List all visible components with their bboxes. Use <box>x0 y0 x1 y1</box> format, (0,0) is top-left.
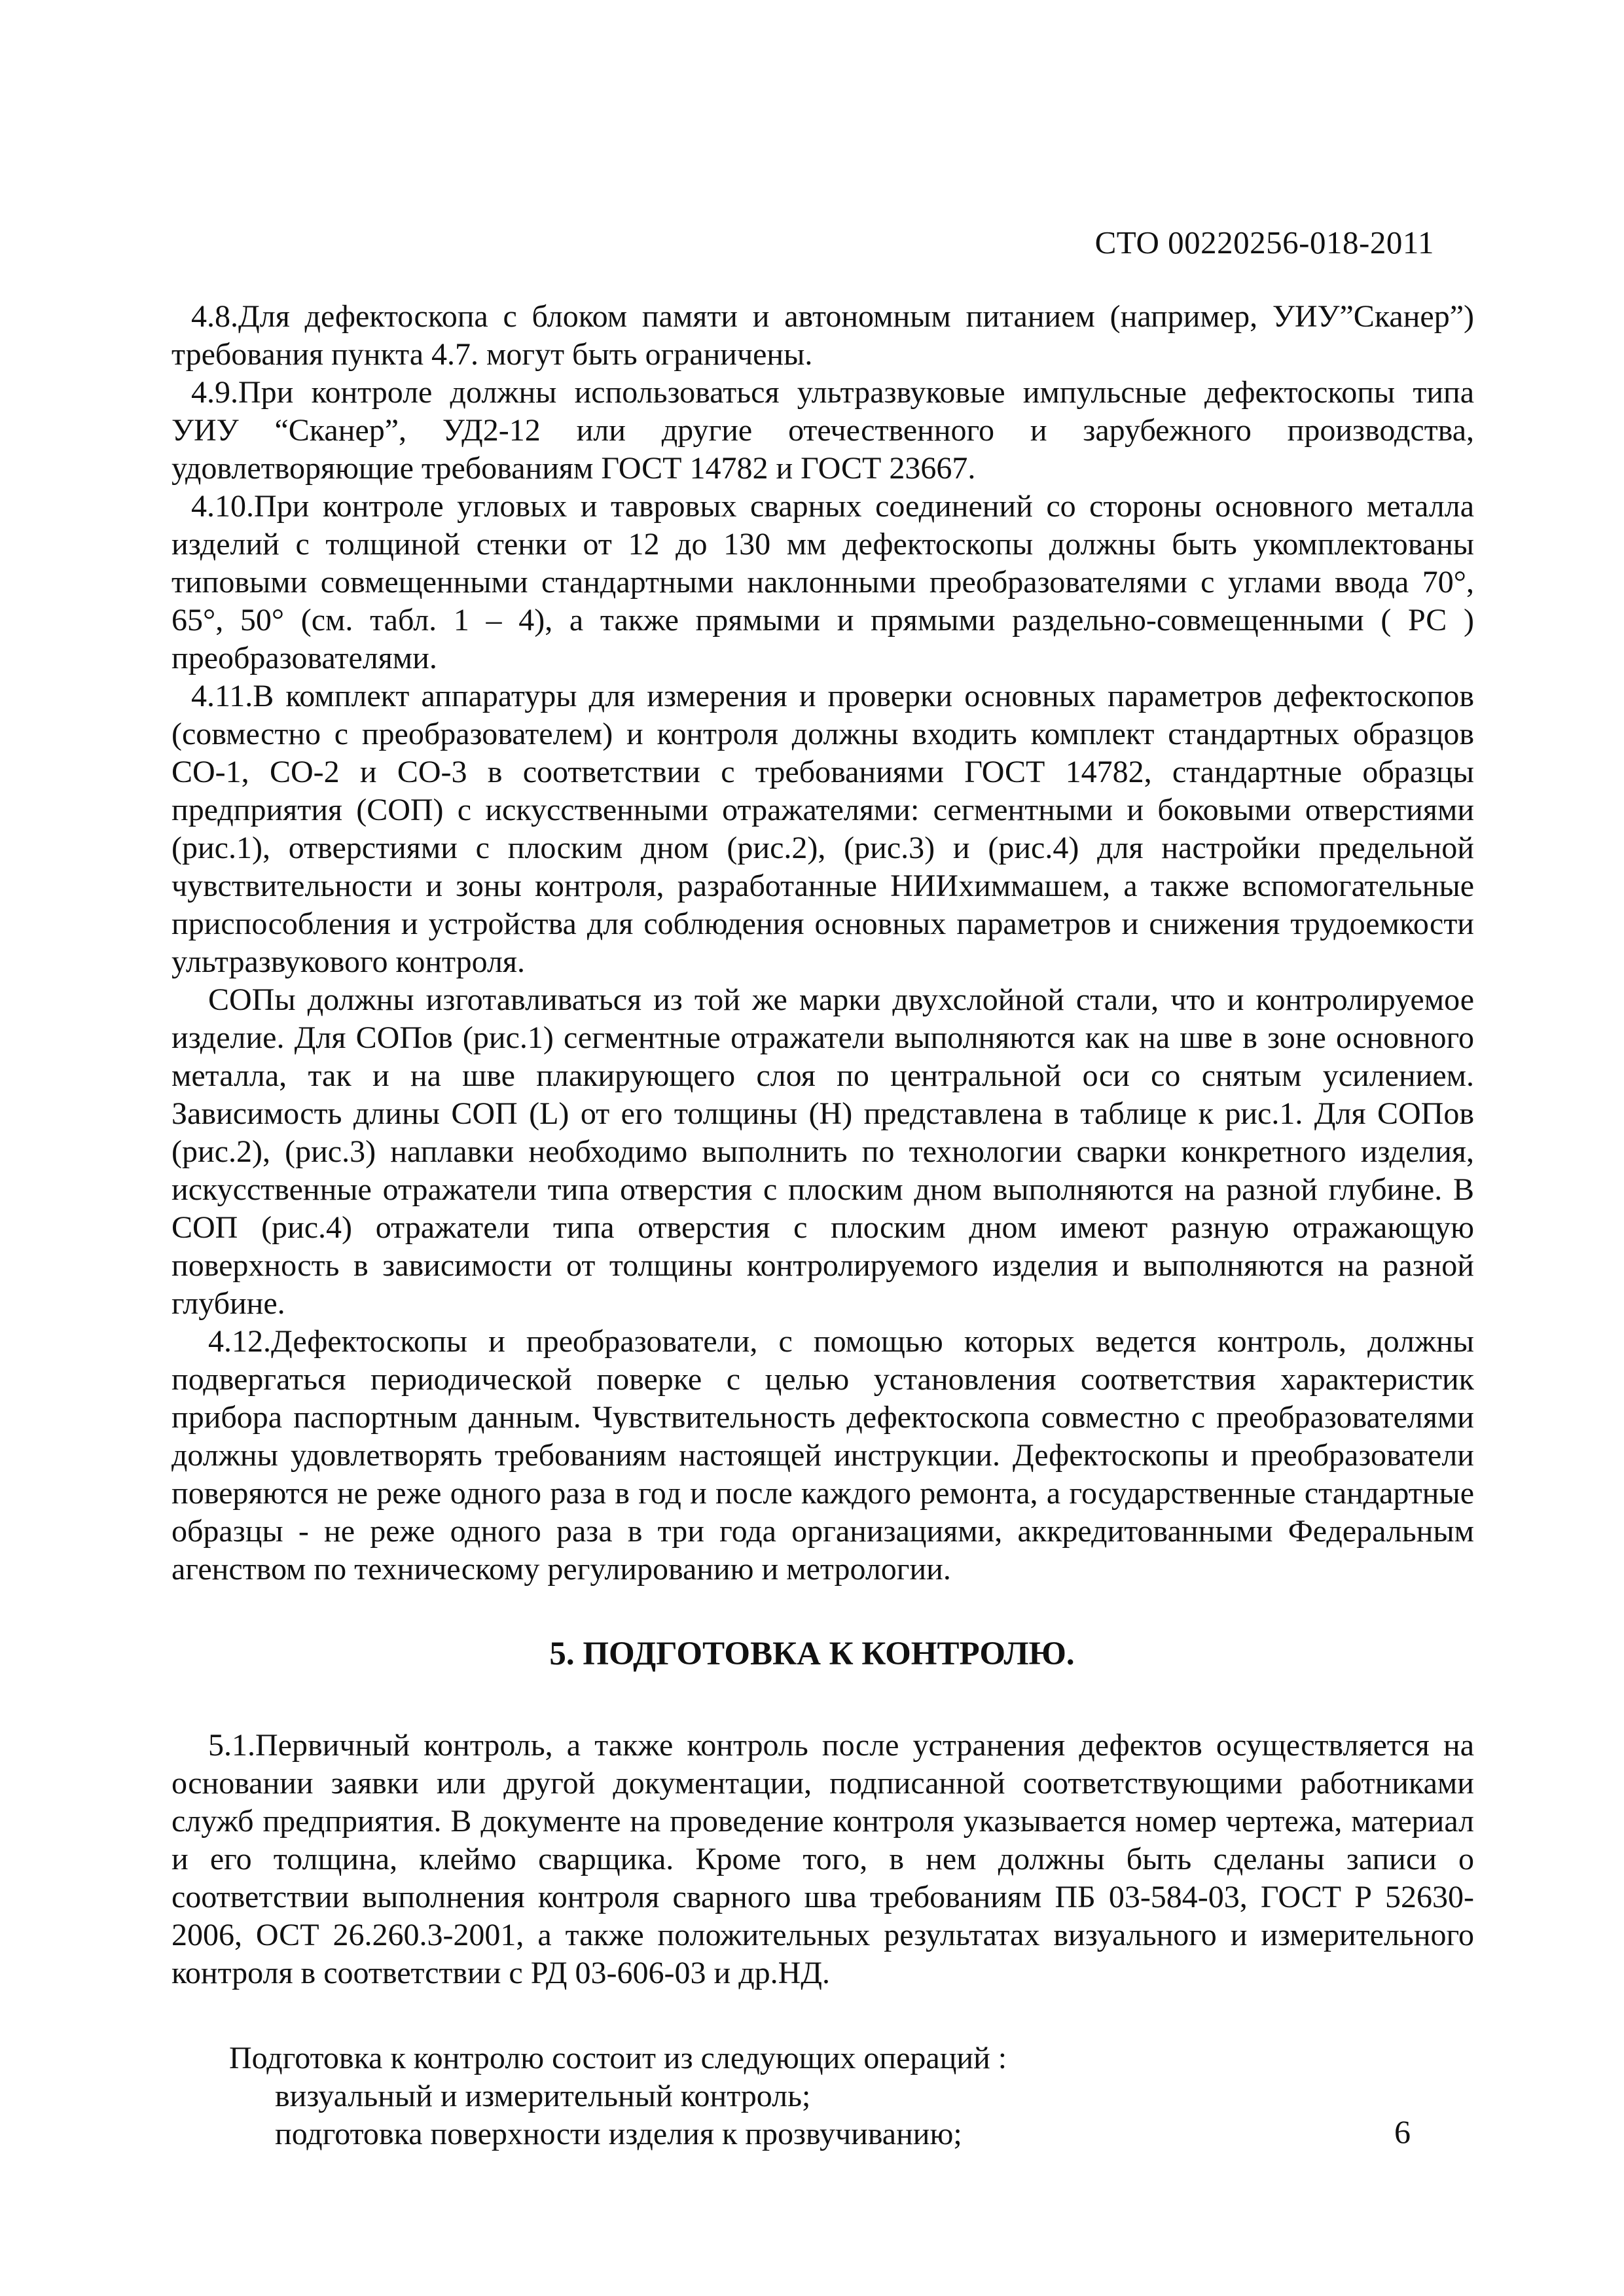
list-item: визуальный и измерительный контроль; <box>275 2079 811 2113</box>
section-4-body <box>171 298 1474 1588</box>
paragraph-sop: СОПы должны изготавливаться из той же марки двухслойной стали, что и контролируемое изделие. Для СОПов (рис.1) сегментные отражатели выполняются как на шве в зоне основного металла, так и на шве плакирующего слоя по центральной оси со снятым усилением. Зависимость длины СОП (L) от его толщины (Н) представлена в таблице к рис.1. Для СОПов (рис.2), (рис.3) наплавки необходимо выполнить по технологии сварки конкретного изделия, искусственные отражатели типа отверстия с плоским дном выполняются на разной глубине. В СОП (рис.4) отражатели типа отверстия с плоским дном имеют разную отражающую поверхность в зависимости от толщины контролируемого изделия и выполняются на разной глубине. <box>171 982 1474 1321</box>
section-5-title: 5. ПОДГОТОВКА К КОНТРОЛЮ. <box>549 1636 1075 1672</box>
preparation-list <box>275 2077 1388 2153</box>
preparation-intro: Подготовка к контролю состоит из следующих операций : <box>229 2041 1007 2075</box>
paragraph-4-10: 4.10.При контроле угловых и тавровых сварных соединений со стороны основного металла изделий с толщиной стенки от 12 до 130 мм дефектоскопы должны быть укомплектованы типовыми совмещенными стандартными наклонными преобразователями с углами ввода 70°, 65°, 50° (см. табл. 1 – 4), а также прямыми и прямыми раздельно-совмещенными ( РС ) преобразователями. <box>171 489 1474 675</box>
paragraph-4-9: 4.9.При контроле должны использоваться ультразвуковые импульсные дефектоскопы типа УИУ “Сканер”, УД2-12 или другие отечественного и зарубежного производства, удовлетворяющие требованиям ГОСТ 14782 и ГОСТ 23667. <box>171 375 1474 486</box>
paragraph-4-11: 4.11.В комплект аппаратуры для измерения и проверки основных параметров дефектоскопов (совместно с преобразователем) и контроля должны входить комплект стандартных образцов СО-1, СО-2 и СО-3 в соответствии с требованиями ГОСТ 14782, стандартные образцы предприятия (СОП) с искусственными отражателями: сегментными и боковыми отверстиями (рис.1), отверстиями с плоским дном (рис.2), (рис.3) и (рис.4) для настройки предельной чувствительности и зоны контроля, разработанные НИИхиммашем, а также вспомогательные приспособления и устройства для соблюдения основных параметров и снижения трудоемкости ультразвукового контроля. <box>171 679 1474 979</box>
document-code: СТО 00220256-018-2011 <box>1094 224 1434 260</box>
section-5-body <box>171 1727 1474 1992</box>
paragraph-4-12: 4.12.Дефектоскопы и преобразователи, с помощью которых ведется контроль, должны подвергаться периодической поверке с целью установления соответствия характеристик прибора паспортным данным. Чувствительность дефектоскопа совместно с преобразователями должны удовлетворять требованиям настоящей инструкции. Дефектоскопы и преобразователи поверяются не реже одного раза в год и после каждого ремонта, а государственные стандартные образцы - не реже одного раза в три года организациями, аккредитованными Федеральным агенством по техническому регулированию и метрологии. <box>171 1324 1474 1587</box>
paragraph-5-1: 5.1.Первичный контроль, а также контроль после устранения дефектов осуществляется на основании заявки или другой документации, подписанной соответствующими работниками служб предприятия. В документе на проведение контроля указывается номер чертежа, материал и его толщина, клеймо сварщика. Кроме того, в нем должны быть сделаны записи о соответствии выполнения контроля сварного шва требованиям ПБ 03-584-03, ГОСТ Р 52630-2006, ОСТ 26.260.3-2001, а также положительных результатах визуального и измерительного контроля в соответствии с РД 03-606-03 и др.НД. <box>171 1728 1474 1990</box>
page-number: 6 <box>1394 2113 1411 2150</box>
list-item: подготовка поверхности изделия к прозвучиванию; <box>275 2117 962 2151</box>
paragraph-4-8: 4.8.Для дефектоскопа с блоком памяти и автономным питанием (например, УИУ”Сканер”) требования пункта 4.7. могут быть ограничены. <box>171 299 1474 372</box>
